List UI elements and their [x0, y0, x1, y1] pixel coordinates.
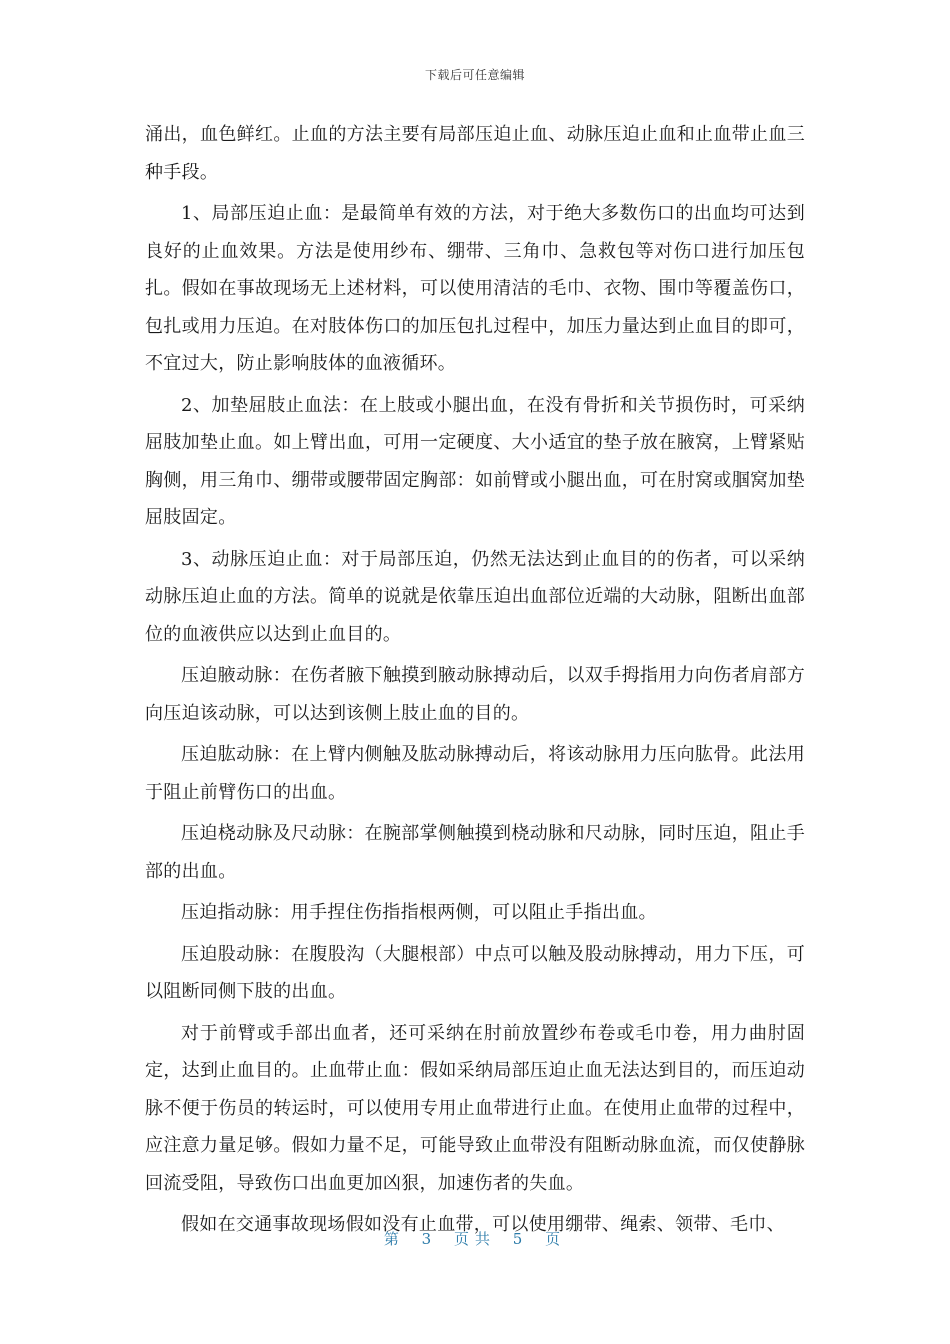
page-header: 下载后可任意编辑: [424, 68, 525, 82]
paragraph-tourniquet: 对于前臂或手部出血者，还可采纳在肘前放置纱布卷或毛巾卷，用力曲肘固定，达到止血目的。止血带止血：假如采纳局部压迫止血无法达到目的，而压迫动脉不便于伤员的转运时，可以使用专用止血带进行止血。在使用止血带的过程中，应注意力量足够。假如力量不足，可能导致止血带没有阻断动脉血流，而仅使静脉回流受阻，导致伤口出血更加凶狠，加速伤者的失血。: [145, 1022, 805, 1194]
paragraph-no-tourniquet: 假如在交通事故现场假如没有止血带，可以使用绷带、绳索、领带、毛巾、: [181, 1214, 785, 1235]
paragraph-digital-artery: 压迫指动脉：用手捏住伤指指根两侧，可以阻止手指出血。: [181, 902, 657, 923]
paragraph-brachial-artery: 压迫肱动脉：在上臂内侧触及肱动脉搏动后，将该动脉用力压向肱骨。此法用于阻止前臂伤口的出血。: [145, 744, 805, 803]
paragraph-radial-ulnar-artery: 压迫桡动脉及尺动脉：在腕部掌侧触摸到桡动脉和尺动脉，同时压迫，阻止手部的出血。: [145, 823, 805, 882]
page-number: 第 3 页共 5 页: [383, 1230, 567, 1248]
paragraph-arterial-compression: 3、动脉压迫止血：对于局部压迫，仍然无法达到止血目的的伤者，可以采纳动脉压迫止血的方法。简单的说就是依靠压迫出血部位近端的大动脉，阻断出血部位的血液供应以达到止血目的。: [145, 548, 805, 645]
paragraph-local-compression: 1、局部压迫止血：是最简单有效的方法，对于绝大多数伤口的出血均可达到良好的止血效果。方法是使用纱布、绷带、三角巾、急救包等对伤口进行加压包扎。假如在事故现场无上述材料，可以使用清洁的毛巾、衣物、围巾等覆盖伤口，包扎或用力压迫。在对肢体伤口的加压包扎过程中，加压力量达到止血目的即可，不宜过大，防止影响肢体的血液循环。: [145, 203, 805, 374]
paragraph-padded-flexion: 2、加垫屈肢止血法：在上肢或小腿出血，在没有骨折和关节损伤时，可采纳屈肢加垫止血。如上臂出血，可用一定硬度、大小适宜的垫子放在腋窝，上臂紧贴胸侧，用三角巾、绷带或腰带固定胸部：如前臂或小腿出血，可在肘窝或腘窝加垫屈肢固定。: [145, 394, 805, 528]
paragraph-femoral-artery: 压迫股动脉：在腹股沟（大腿根部）中点可以触及股动脉搏动，用力下压，可以阻断同侧下肢的出血。: [145, 943, 805, 1002]
document-body: [145, 116, 805, 1248]
paragraph-axillary-artery: 压迫腋动脉：在伤者腋下触摸到腋动脉搏动后，以双手拇指用力向伤者肩部方向压迫该动脉，可以达到该侧上肢止血的目的。: [145, 665, 805, 724]
paragraph-continuation: 涌出，血色鲜红。止血的方法主要有局部压迫止血、动脉压迫止血和止血带止血三种手段。: [145, 124, 805, 183]
